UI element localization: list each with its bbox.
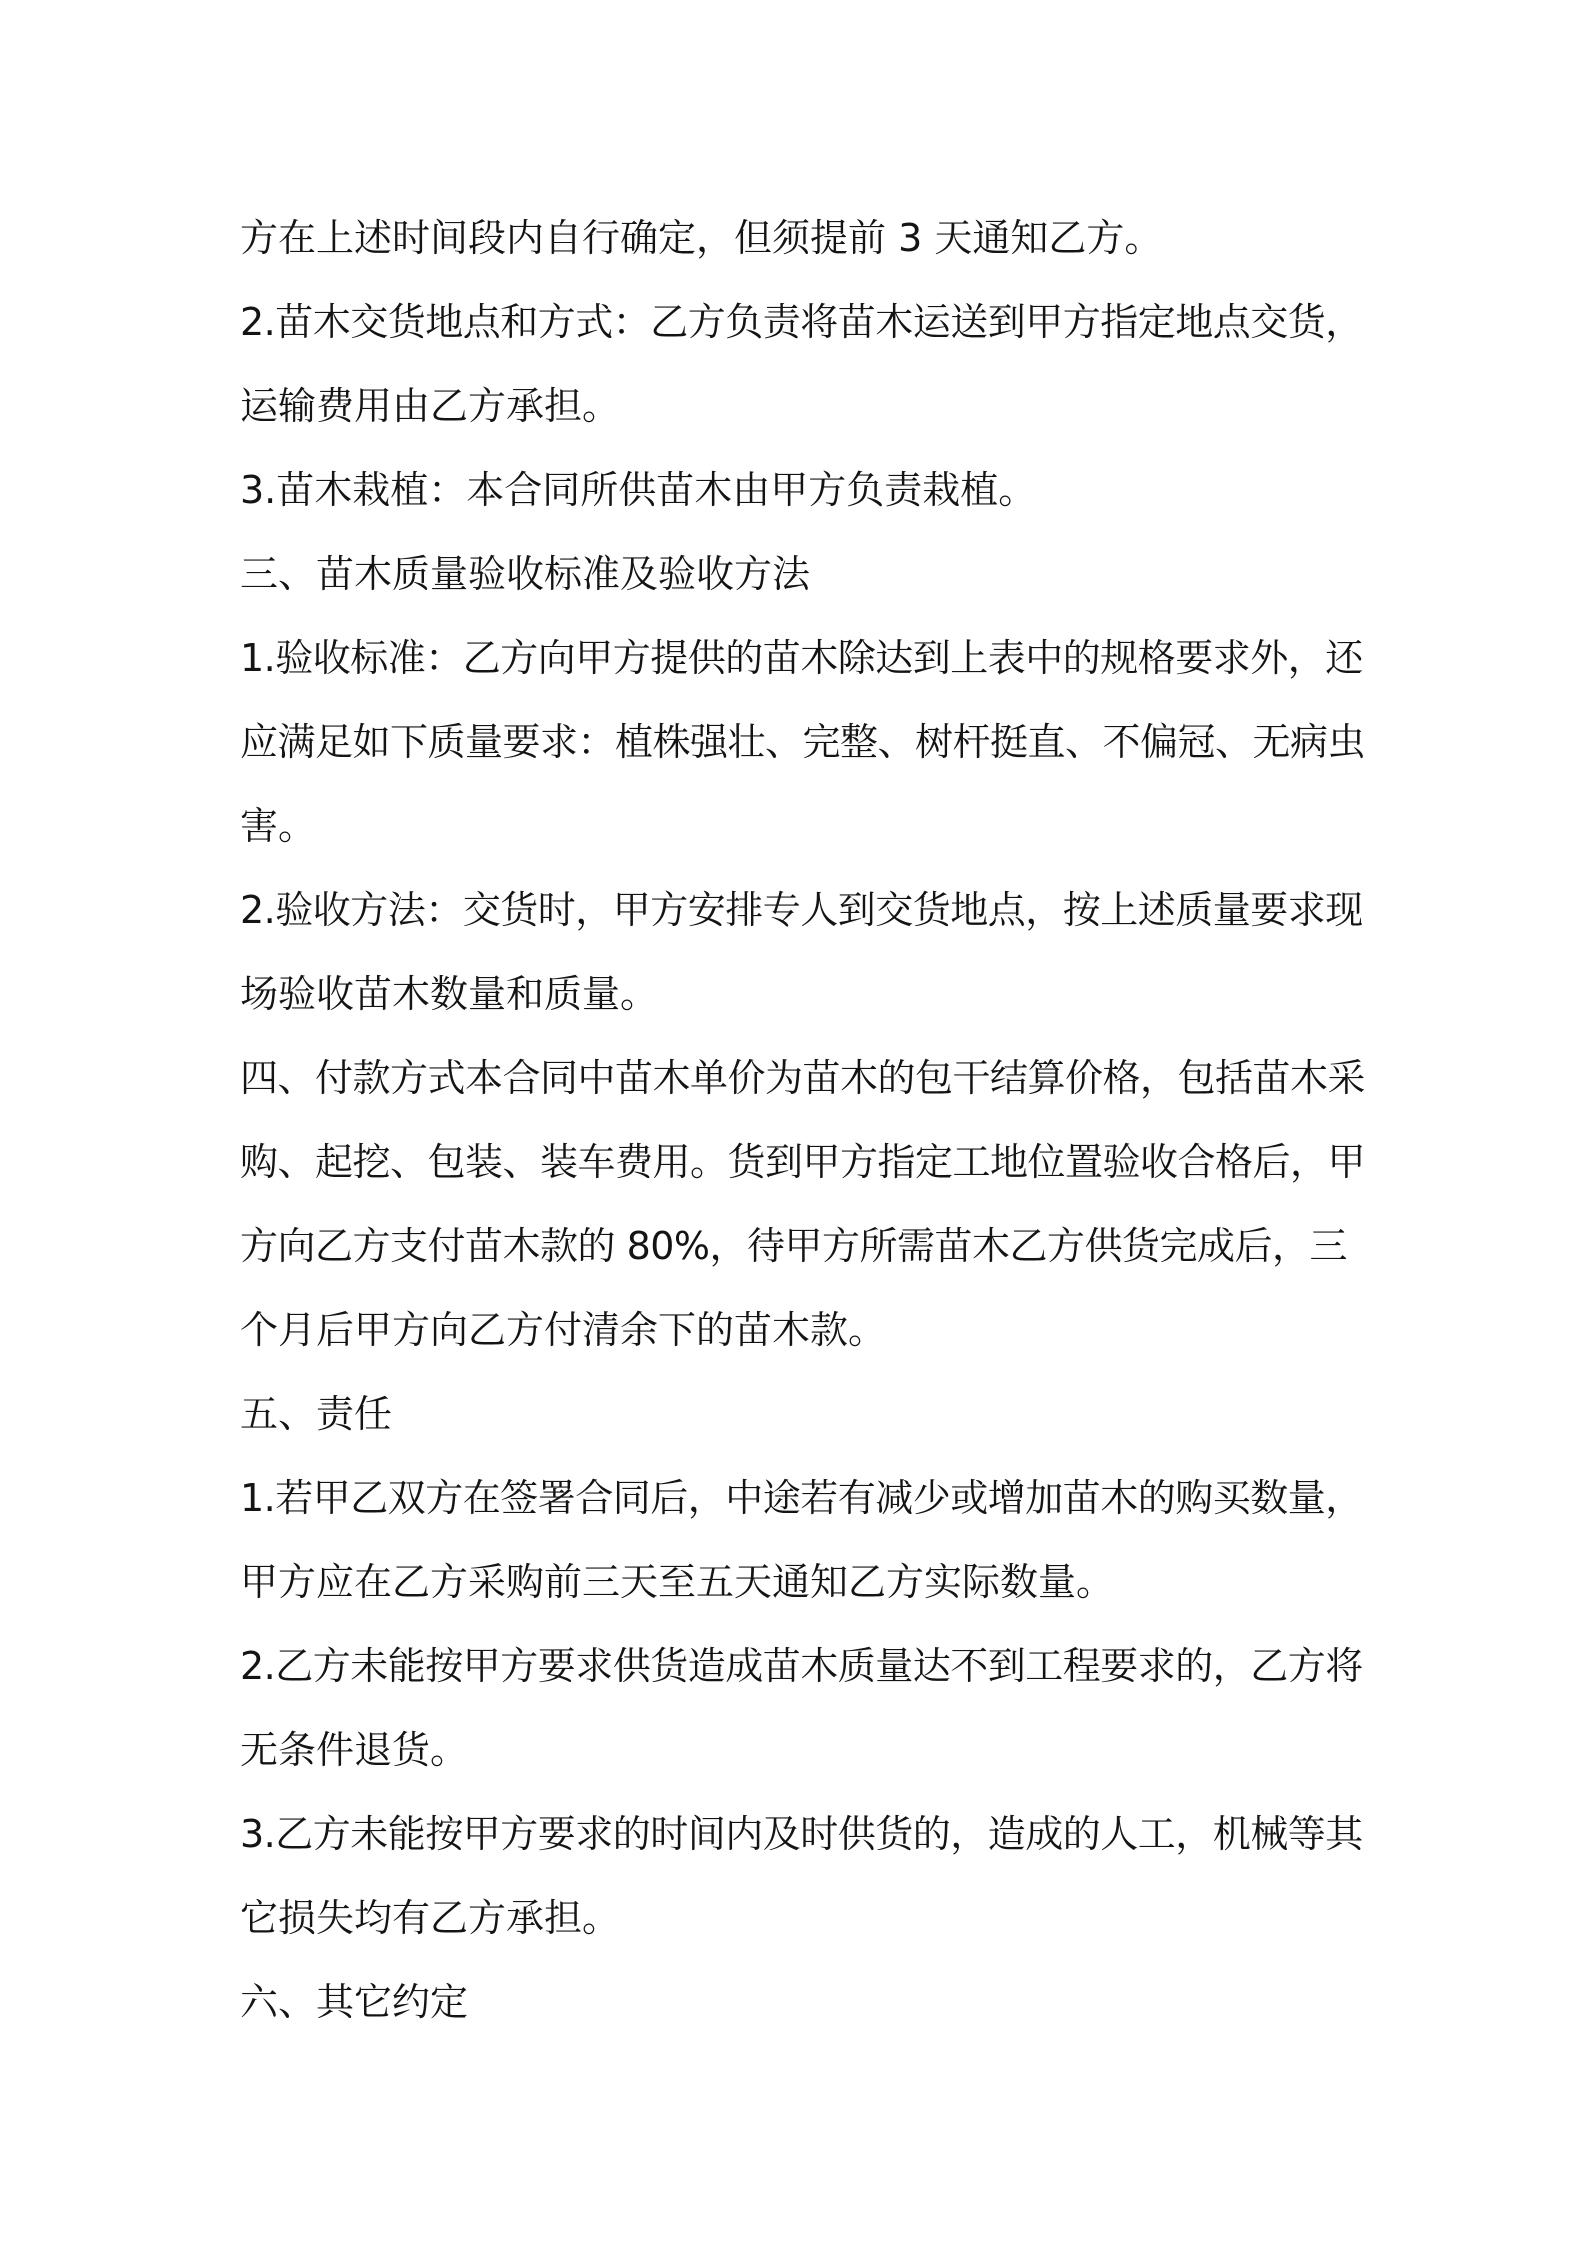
text-line: 场验收苗木数量和质量。: [240, 972, 659, 1016]
section-heading: 三、苗木质量验收标准及验收方法: [240, 552, 811, 596]
text-line: 1.若甲乙双方在签署合同后，中途若有减少或增加苗木的购买数量，: [240, 1476, 1363, 1520]
text-line: 方在上述时间段内自行确定，但须提前 3 天通知乙方。: [240, 216, 1163, 260]
text-line: 3.乙方未能按甲方要求的时间内及时供货的，造成的人工，机械等其: [240, 1812, 1363, 1856]
text-line: 2.乙方未能按甲方要求供货造成苗木质量达不到工程要求的，乙方将: [240, 1644, 1363, 1688]
text-line: 3.苗木栽植：本合同所供苗木由甲方负责栽植。: [240, 468, 1037, 512]
section-heading: 六、其它约定: [240, 1980, 469, 2024]
text-line: 运输费用由乙方承担。: [240, 384, 621, 428]
text-line: 应满足如下质量要求：植株强壮、完整、树杆挺直、不偏冠、无病虫: [240, 720, 1366, 764]
text-line: 甲方应在乙方采购前三天至五天通知乙方实际数量。: [240, 1560, 1115, 1604]
text-line: 2.苗木交货地点和方式：乙方负责将苗木运送到甲方指定地点交货，: [240, 300, 1363, 344]
text-line: 2.验收方法：交货时，甲方安排专人到交货地点，按上述质量要求现: [240, 888, 1363, 932]
text-line: 它损失均有乙方承担。: [240, 1896, 621, 1940]
text-line: 害。: [240, 804, 317, 848]
text-line: 方向乙方支付苗木款的 80%，待甲方所需苗木乙方供货完成后，三: [240, 1224, 1348, 1268]
text-line: 购、起挖、包装、装车费用。货到甲方指定工地位置验收合格后，甲: [240, 1140, 1366, 1184]
section-heading: 五、责任: [240, 1392, 393, 1436]
text-line: 无条件退货。: [240, 1728, 469, 1772]
text-line: 个月后甲方向乙方付清余下的苗木款。: [240, 1308, 887, 1352]
text-line: 1.验收标准：乙方向甲方提供的苗木除达到上表中的规格要求外，还: [240, 636, 1363, 680]
document-body: [240, 196, 1366, 2044]
section-heading: 四、付款方式本合同中苗木单价为苗木的包干结算价格，包括苗木采: [240, 1056, 1366, 1100]
